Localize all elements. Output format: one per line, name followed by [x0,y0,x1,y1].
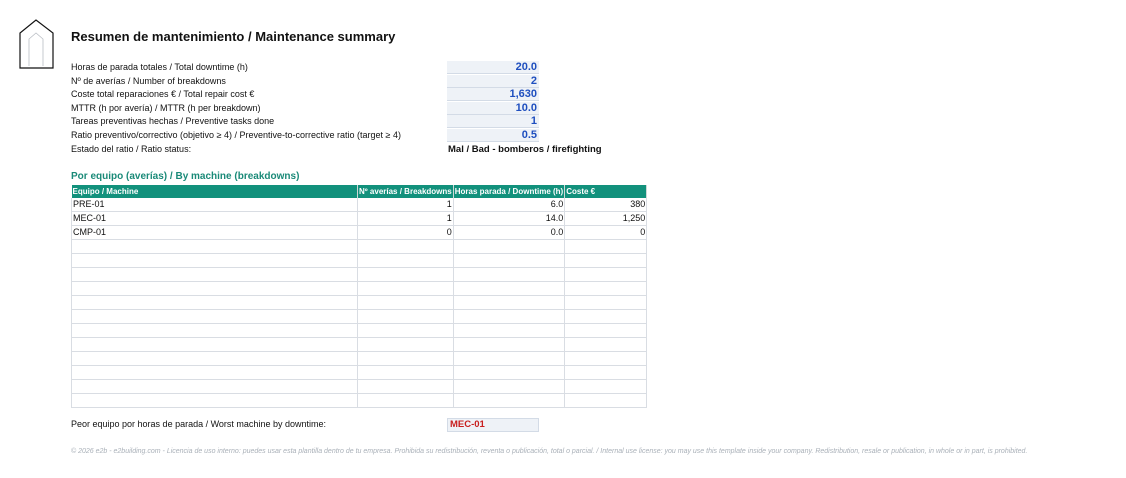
cell-cost: 380 [565,198,647,212]
cell-breakdowns [358,394,454,408]
table-row [72,240,647,254]
cell-machine [72,240,358,254]
cell-breakdowns [358,282,454,296]
table-row [72,254,647,268]
col-header-cost: Coste € [565,185,647,198]
cell-machine [72,296,358,310]
cell-downtime [453,282,564,296]
license-footer: © 2026 e2b - e2building.com - Licencia de uso interno: puedes usar esta plantilla dentro de tu empresa. Prohibida su redistribución, reventa o publicación, total o parcial. / Internal use license: you may use this template inside your company. Redistribution, resale or publication, in whole or in part, is prohibited. [71,448,1028,455]
cell-machine [72,282,358,296]
table-row [72,282,647,296]
cell-breakdowns: 0 [358,226,454,240]
table-row [72,394,647,408]
cell-breakdowns: 1 [358,198,454,212]
kpi-value: 2 [447,75,539,88]
col-header-downtime: Horas parada / Downtime (h) [454,187,564,196]
cell-breakdowns [358,268,454,282]
table-row [72,366,647,380]
table-row [72,380,647,394]
section-title-by-machine: Por equipo (averías) / By machine (breakdowns) [71,171,300,182]
cell-downtime [453,296,564,310]
cell-downtime [453,240,564,254]
cell-machine [72,254,358,268]
cell-downtime [453,268,564,282]
cell-breakdowns [358,324,454,338]
cell-machine [72,324,358,338]
table-row [72,268,647,282]
cell-cost: 1,250 [565,212,647,226]
cell-downtime [453,324,564,338]
cell-cost: 0 [565,226,647,240]
table-header-row [72,185,647,198]
cell-downtime [453,394,564,408]
cell-breakdowns [358,380,454,394]
cell-machine [72,394,358,408]
cell-cost [565,338,647,352]
kpi-label: Coste total reparaciones € / Total repair cost € [71,89,255,100]
cell-cost [565,352,647,366]
col-header-breakdowns: Nº averías / Breakdowns [359,187,452,196]
cell-cost [565,366,647,380]
cell-breakdowns [358,338,454,352]
table-row [72,296,647,310]
worst-machine-label: Peor equipo por horas de parada / Worst machine by downtime: [71,419,326,429]
table-row [72,212,647,226]
cell-cost [565,310,647,324]
cell-downtime [453,380,564,394]
cell-machine [72,268,358,282]
kpi-label: Nº de averías / Number of breakdowns [71,75,226,86]
cell-breakdowns [358,366,454,380]
cell-machine [72,352,358,366]
ratio-status-value: Mal / Bad - bomberos / firefighting [448,144,602,155]
house-outline-icon [19,19,54,69]
cell-breakdowns [358,254,454,268]
page-title: Resumen de mantenimiento / Maintenance summary [71,29,396,44]
kpi-value: 10.0 [447,102,539,115]
cell-downtime: 14.0 [453,212,564,226]
cell-cost [565,254,647,268]
cell-cost [565,394,647,408]
cell-downtime [453,254,564,268]
cell-machine: PRE-01 [72,198,358,212]
table-row [72,324,647,338]
cell-cost [565,380,647,394]
cell-machine: MEC-01 [72,212,358,226]
cell-machine [72,338,358,352]
cell-machine [72,310,358,324]
kpi-label: Tareas preventivas hechas / Preventive tasks done [71,116,275,127]
table-row [72,338,647,352]
cell-downtime: 6.0 [453,198,564,212]
machine-table [71,185,647,408]
cell-cost [565,268,647,282]
cell-cost [565,240,647,254]
cell-cost [565,296,647,310]
cell-breakdowns [358,310,454,324]
cell-breakdowns [358,240,454,254]
cell-downtime: 0.0 [453,226,564,240]
kpi-value: 0.5 [447,129,539,142]
ratio-status-label: Estado del ratio / Ratio status: [71,144,192,154]
table-row [72,198,647,212]
table-row [72,310,647,324]
col-header-machine: Equipo / Machine [72,185,358,198]
cell-downtime [453,310,564,324]
kpi-value: 1,630 [447,88,539,101]
cell-breakdowns: 1 [358,212,454,226]
table-row [72,352,647,366]
cell-cost [565,282,647,296]
kpi-value: 20.0 [447,61,539,74]
cell-downtime [453,338,564,352]
worst-machine-value: MEC-01 [447,418,539,432]
cell-downtime [453,366,564,380]
cell-downtime [453,352,564,366]
cell-breakdowns [358,352,454,366]
kpi-value: 1 [447,115,539,128]
cell-machine: CMP-01 [72,226,358,240]
kpi-label: Ratio preventivo/correctivo (objetivo ≥ 4) / Preventive-to-corrective ratio (target ≥ 4) [71,130,402,140]
table-row [72,226,647,240]
cell-machine [72,380,358,394]
kpi-label: Horas de parada totales / Total downtime (h) [71,62,248,72]
cell-cost [565,324,647,338]
cell-breakdowns [358,296,454,310]
cell-machine [72,366,358,380]
kpi-label: MTTR (h por avería) / MTTR (h per breakdown) [71,102,261,113]
